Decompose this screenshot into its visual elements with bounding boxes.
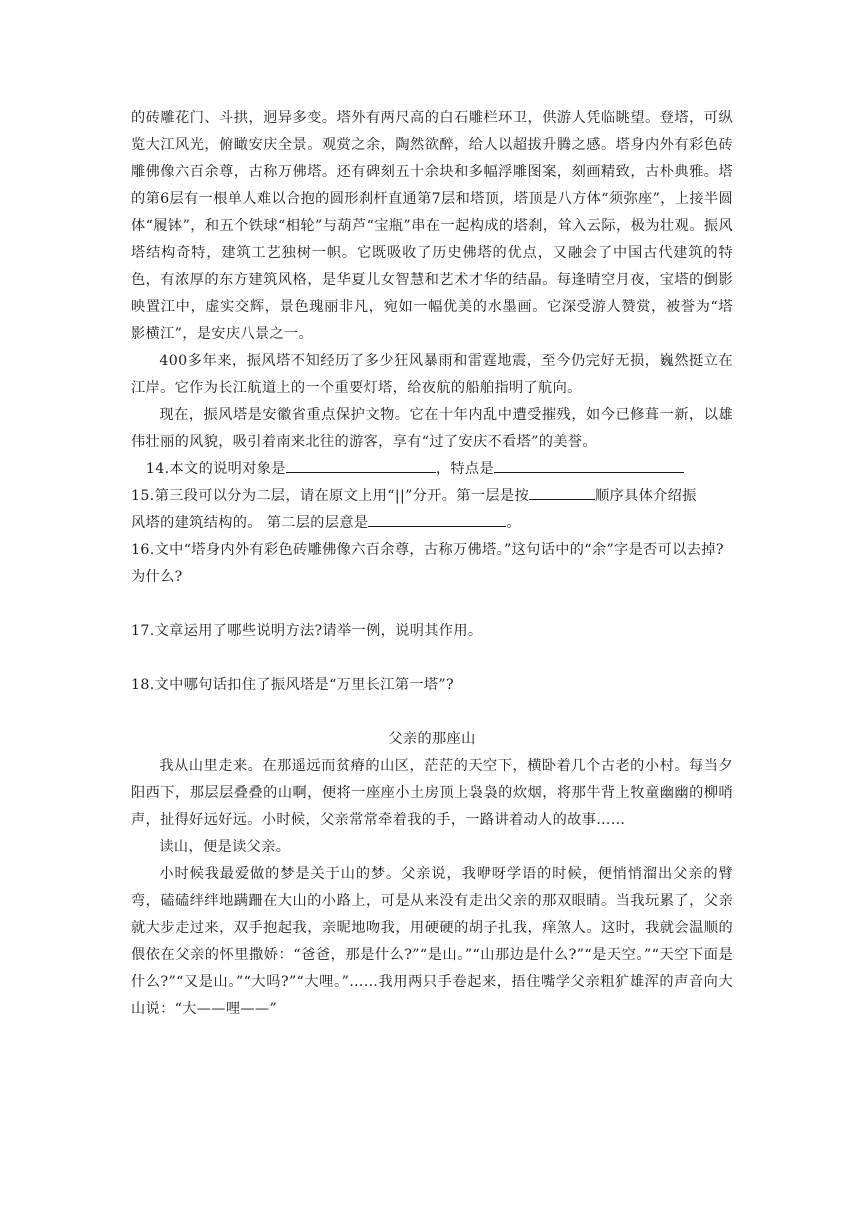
essay1-paragraph-now: 现在，振风塔是安徽省重点保护文物。它在十年内乱中遭受摧残，如今已修葺一新，以雄伟壮丽的风貌，吸引着南来北往的游客，享有“过了安庆不看塔”的美誉。 bbox=[131, 407, 733, 450]
question-18: 18.文中哪句话扣住了振风塔是“万里长江第一塔”? bbox=[131, 677, 454, 693]
essay2-paragraph-1: 我从山里走来。在那遥远而贫瘠的山区，茫茫的天空下，横卧着几个古老的小村。每当夕阳西下，那层层叠叠的山啊，便将一座座小土房顶上袅袅的炊烟，将那牛背上牧童幽幽的柳哨声，扯得好远好远。小时候，父亲常常牵着我的手，一路讲着动人的故事…… bbox=[131, 758, 733, 828]
answer-blank-14-feature[interactable] bbox=[494, 457, 684, 473]
document-page bbox=[131, 105, 733, 1023]
question-15 bbox=[131, 483, 733, 510]
question-15-text-a: 15.第三段可以分为二层，请在原文上用“||”分开。第一层是按 bbox=[131, 488, 529, 504]
answer-blank-15-order[interactable] bbox=[529, 484, 595, 500]
answer-blank-15-meaning[interactable] bbox=[368, 511, 506, 527]
question-14-text-a: 14.本文的说明对象是 bbox=[145, 461, 286, 477]
essay1-paragraph-continued: 的砖雕花门、斗拱，迥异多变。塔外有两尺高的白石雕栏环卫，供游人凭临眺望。登塔，可纵览大江风光，俯瞰安庆全景。观赏之余，陶然欲醉，给人以超拔升腾之感。塔身内外有彩色砖雕佛像六百余尊，古称万佛塔。还有碑刻五十余块和多幅浮雕图案，刻画精致，古朴典雅。塔的第6层有一根单人难以合抱的圆形刹杆直通第7层和塔顶，塔顶是八方体“须弥座”，上接半圆体“履钵”，和五个铁球“相轮”与葫芦“宝瓶”串在一起构成的塔刹，耸入云际，极为壮观。振风塔结构奇特，建筑工艺独树一帜。它既吸收了历史佛塔的优点，又融会了中国古代建筑的特色，有浓厚的东方建筑风格，是华夏儿女智慧和艺术才华的结晶。每逢晴空月夜，宝塔的倒影映置江中，虚实交辉，景色瑰丽非凡，宛如一幅优美的水墨画。它深受游人赞赏，被誉为“塔影横江”，是安庆八景之一。 bbox=[131, 110, 733, 342]
essay2-paragraph-3: 小时候我最爱做的梦是关于山的梦。父亲说，我咿呀学语的时候，便悄悄溜出父亲的臂弯，磕磕绊绊地蹒跚在大山的小路上，可是从来没有走出父亲的那双眼睛。当我玩累了，父亲就大步走过来，双手抱起我，亲昵地吻我，用硬硬的胡子扎我，痒煞人。这时，我就会温顺的偎依在父亲的怀里撒娇：“爸爸，那是什么?”“是山。”“山那边是什么?”“是天空。”“天空下面是什么?”“又是山。”“大吗?”“大哩。”……我用两只手卷起来，捂住嘴学父亲粗犷雄浑的声音向大山说：“大——哩——” bbox=[131, 866, 733, 1017]
essay1-paragraph-400-years: 400多年来，振风塔不知经历了多少狂风暴雨和雷霆地震，至今仍完好无损，巍然挺立在江岸。它作为长江航道上的一个重要灯塔，给夜航的船舶指明了航向。 bbox=[131, 353, 733, 396]
question-17: 17.文章运用了哪些说明方法?请举一例，说明其作用。 bbox=[131, 623, 483, 639]
question-14-text-b: ，特点是 bbox=[435, 461, 494, 477]
question-15-text-b: 顺序具体介绍振 bbox=[594, 488, 697, 504]
question-16: 16.文中“塔身内外有彩色砖雕佛像六百余尊，古称万佛塔。”这句话中的“余”字是否可以去掉?为什么? bbox=[131, 542, 724, 585]
question-14 bbox=[131, 456, 733, 483]
question-15-text-d: 。 bbox=[506, 515, 522, 531]
essay2-title: 父亲的那座山 bbox=[388, 731, 476, 747]
answer-blank-14-object[interactable] bbox=[286, 457, 436, 473]
question-15-line-2 bbox=[131, 510, 733, 537]
essay2-paragraph-2: 读山，便是读父亲。 bbox=[159, 839, 291, 855]
question-15-text-c: 风塔的建筑结构的。 第二层的层意是 bbox=[131, 515, 369, 531]
